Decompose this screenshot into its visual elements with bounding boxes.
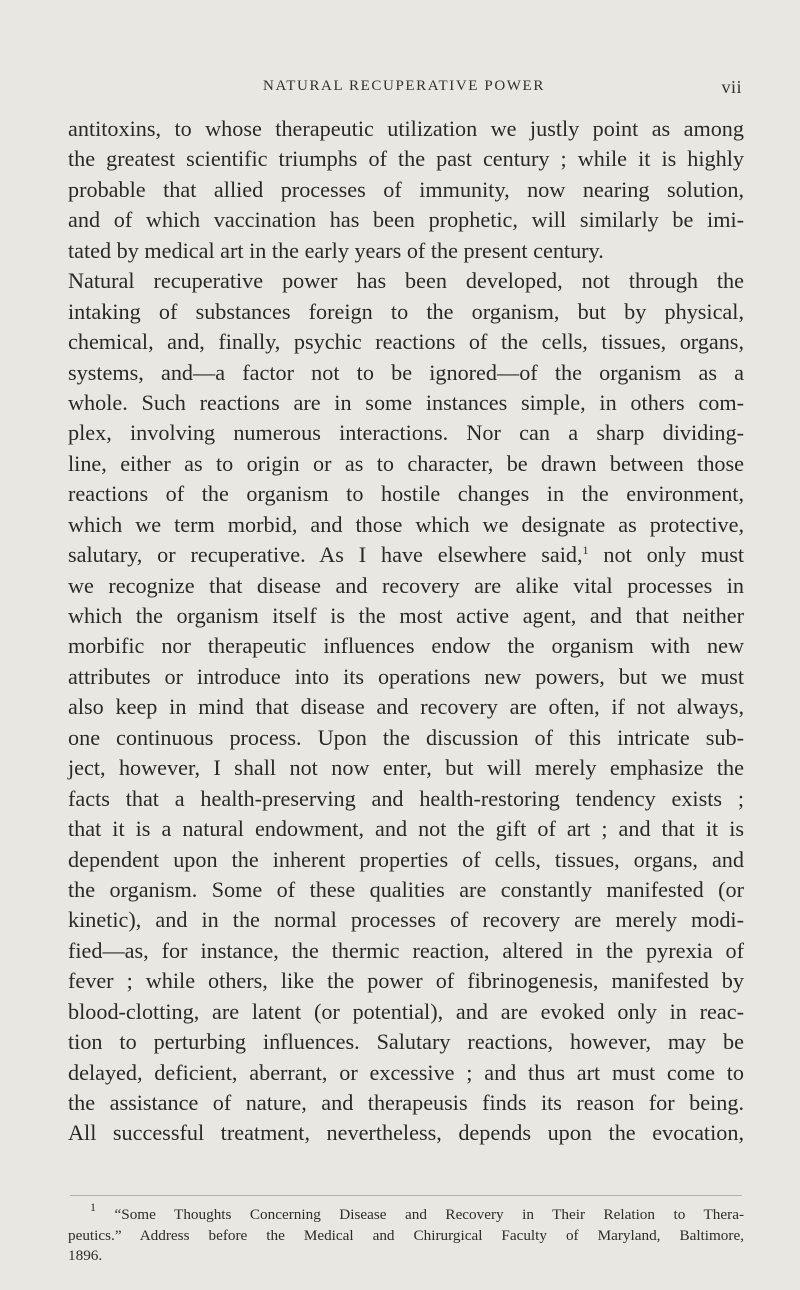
text-line: which we term morbid, and those which we designate as protective, [68,511,744,537]
footnote-divider [70,1195,742,1196]
text-line: ject, however, I shall not now enter, but will merely emphasize the [68,755,744,781]
text-line: that it is a natural endowment, and not the gift of art ; and that it is [68,816,744,842]
text-fragment: not only must [588,542,745,568]
footnote-line: peutics.” Address before the Medical and Chirurgical Faculty of Maryland, Baltimore, [68,1226,744,1244]
text-line: reactions of the organism to hostile changes in the environment, [68,481,744,507]
text-line: fied—as, for instance, the thermic reaction, altered in the pyrexia of [68,937,744,963]
text-line: plex, involving numerous interactions. Nor can a sharp dividing- [68,420,744,446]
footnote-marker: 1 [90,1200,96,1214]
footnote-text: “Some Thoughts Concerning Disease and Recovery in Their Relation to Thera- [114,1206,744,1223]
text-line-with-footnote [68,540,744,570]
body-text [68,114,744,1149]
text-fragment: salutary, or recuperative. As I have elsewhere said, [68,542,583,568]
text-line: tion to perturbing influences. Salutary reactions, however, may be [68,1029,744,1055]
text-line: one continuous process. Upon the discussion of this intricate sub- [68,724,744,750]
text-line: intaking of substances foreign to the organism, but by physical, [68,298,744,324]
text-line: line, either as to origin or as to character, be drawn between those [68,450,744,476]
footnote [68,1200,744,1267]
page-number: vii [721,77,742,97]
text-line: All successful treatment, nevertheless, depends upon the evocation, [68,1120,744,1146]
text-line: chemical, and, finally, psychic reactions of the cells, tissues, organs, [68,329,744,355]
text-line: tated by medical art in the early years of the present century. [68,237,604,263]
text-line: blood-clotting, are latent (or potential), and are evoked only in reac- [68,998,744,1024]
text-line: the organism. Some of these qualities are constantly manifested (or [68,876,744,902]
text-line: and of which vaccination has been prophetic, will similarly be imi- [68,207,744,233]
footnote-line: 1896. [68,1247,103,1264]
text-line: the assistance of nature, and therapeusis finds its reason for being. [68,1090,744,1115]
text-line: also keep in mind that disease and recovery are often, if not always, [68,694,744,720]
text-line: facts that a health-preserving and health-restoring tendency exists ; [68,785,744,811]
text-line: morbific nor therapeutic influences endow the organism with new [68,633,744,659]
text-line: attributes or introduce into its operations new powers, but we must [68,663,744,689]
footnote-reference[interactable]: 1 [582,543,589,558]
text-line: fever ; while others, like the power of fibrinogenesis, manifested by [68,968,744,994]
text-line: antitoxins, to whose therapeutic utilization we justly point as among [68,116,744,141]
text-line: we recognize that disease and recovery are alike vital processes in [68,572,744,598]
text-line: Natural recuperative power has been developed, not through the [68,268,744,294]
running-title: NATURAL RECUPERATIVE POWER [263,78,545,94]
footnote-line [68,1200,744,1226]
text-line: the greatest scientific triumphs of the past century ; while it is highly [68,146,744,172]
text-line: kinetic), and in the normal processes of recovery are merely modi- [68,907,744,933]
text-line: whole. Such reactions are in some instances simple, in others com- [68,389,744,415]
text-line: dependent upon the inherent properties of cells, tissues, organs, and [68,846,744,872]
text-line: delayed, deficient, aberrant, or excessive ; and thus art must come to [68,1059,744,1085]
text-line: probable that allied processes of immunity, now nearing solution, [68,176,744,202]
text-line: systems, and—a factor not to be ignored—of the organism as a [68,359,744,385]
text-line: which the organism itself is the most active agent, and that neither [68,603,744,628]
running-head [68,78,740,104]
